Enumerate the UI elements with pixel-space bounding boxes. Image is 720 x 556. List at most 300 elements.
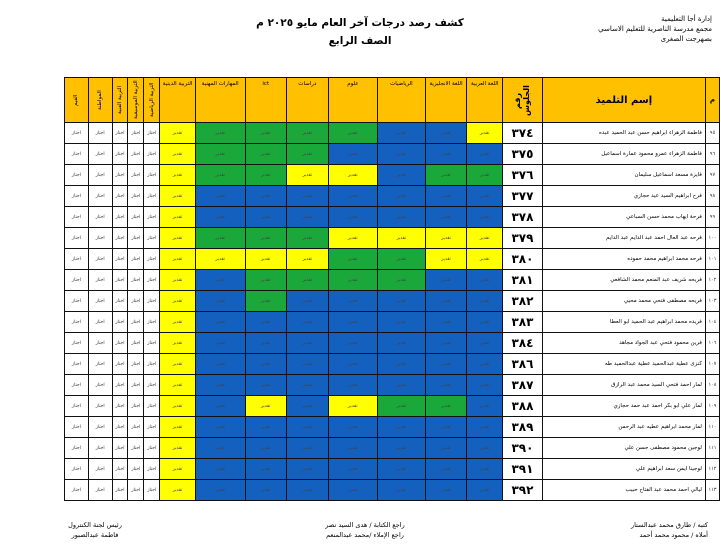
grade-cell: تقدير: [378, 249, 426, 270]
student-name: [542, 207, 705, 228]
grades-table: [64, 77, 720, 501]
grade-cell: تقدير: [425, 207, 467, 228]
seat-number: ٣٨٦: [503, 354, 543, 375]
grade-cell: تقدير: [245, 438, 287, 459]
student-name-text: فرحه عبد العال احمد عبد الدايم عبد الدايم: [606, 235, 702, 241]
extra-subject-result: اجتاز: [88, 186, 112, 207]
grade-cell: تقدير: [287, 123, 329, 144]
grade-cell: تقدير: [378, 375, 426, 396]
grade-cell: تقدير: [195, 354, 245, 375]
grade-cell: تقدير: [425, 417, 467, 438]
subject-header: [287, 78, 329, 123]
extra-subject-result: اجتاز: [112, 270, 128, 291]
grade-cell: تقدير: [328, 249, 377, 270]
admin-line-3: بصهرجت الصغرى: [660, 35, 712, 43]
student-name-header: إسم التلميذ: [542, 78, 705, 123]
grade-cell: تقدير: [160, 186, 196, 207]
extra-subject-result: اجتاز: [144, 333, 160, 354]
seat-number: ٣٨٨: [503, 396, 543, 417]
grade-cell: تقدير: [195, 291, 245, 312]
grade-cell: تقدير: [245, 228, 287, 249]
grade-cell: تقدير: [287, 480, 329, 501]
grade-cell: تقدير: [328, 438, 377, 459]
seat-number: ٣٧٨: [503, 207, 543, 228]
extra-subject-result: اجتاز: [144, 165, 160, 186]
grade-cell: تقدير: [328, 228, 377, 249]
grade-cell: تقدير: [195, 396, 245, 417]
grade-cell: تقدير: [425, 459, 467, 480]
administration-header: [562, 14, 712, 44]
student-name: [542, 228, 705, 249]
extra-subject-result: اجتاز: [128, 459, 144, 480]
grade-cell: تقدير: [328, 123, 377, 144]
table-row: [65, 249, 720, 270]
grade-cell: تقدير: [245, 249, 287, 270]
footer-reviewers: [280, 520, 450, 540]
grade-cell: تقدير: [160, 354, 196, 375]
student-name-text: فريحه شريف عبد المنعم محمد الشافعي: [610, 277, 702, 283]
grade-cell: تقدير: [195, 249, 245, 270]
grade-cell: تقدير: [378, 270, 426, 291]
grade-cell: تقدير: [245, 417, 287, 438]
extra-subject-result: اجتاز: [128, 312, 144, 333]
row-index: ٩٥: [705, 123, 719, 144]
grade-cell: تقدير: [425, 186, 467, 207]
control-head-title: رئيس لجنة الكنترول: [68, 521, 122, 529]
subject-label: المهارات المهنية: [201, 81, 239, 87]
grade-cell: تقدير: [160, 228, 196, 249]
extra-subject-result: اجتاز: [128, 480, 144, 501]
extra-subject-result: اجتاز: [144, 438, 160, 459]
extra-subject-result: اجتاز: [112, 480, 128, 501]
student-name-text: لمار احمد فتحي السيد محمد عبد الرازق: [611, 382, 702, 388]
footer-control-head: [40, 520, 150, 540]
extra-subject-result: اجتاز: [128, 291, 144, 312]
extra-subject-label: التربية الموسيقية: [132, 80, 139, 120]
grade-cell: تقدير: [378, 228, 426, 249]
seat-number: ٣٧٦: [503, 165, 543, 186]
table-row: [65, 207, 720, 228]
seat-number: ٣٩١: [503, 459, 543, 480]
table-row: [65, 459, 720, 480]
grade-cell: تقدير: [425, 249, 467, 270]
grade-cell: تقدير: [160, 480, 196, 501]
extra-subject-result: اجتاز: [128, 228, 144, 249]
grade-cell: تقدير: [467, 165, 503, 186]
student-name: [542, 333, 705, 354]
dictator-signature: أملاه / محمود محمد أحمد: [639, 531, 708, 539]
extra-subject-result: اجتاز: [144, 312, 160, 333]
student-name-text: كنزى عطية عبدالحميد عطية عبدالحميد طه: [604, 361, 702, 367]
grade-cell: تقدير: [245, 459, 287, 480]
seat-number: ٣٨٠: [503, 249, 543, 270]
grade-cell: تقدير: [467, 123, 503, 144]
grade-cell: تقدير: [328, 312, 377, 333]
subject-header: [378, 78, 426, 123]
extra-subject-result: اجتاز: [88, 207, 112, 228]
grade-cell: تقدير: [287, 333, 329, 354]
student-name-text: فاطمة الزهراء ابراهيم حسن عبد الحميد عبده: [598, 130, 702, 136]
grade-cell: تقدير: [425, 312, 467, 333]
extra-subject-result: اجتاز: [88, 438, 112, 459]
grade-cell: تقدير: [160, 165, 196, 186]
grade-cell: تقدير: [195, 438, 245, 459]
grade-cell: تقدير: [467, 480, 503, 501]
extra-subject-result: اجتاز: [65, 417, 89, 438]
grade-cell: تقدير: [245, 375, 287, 396]
seat-number: ٣٧٤: [503, 123, 543, 144]
grade-cell: تقدير: [160, 459, 196, 480]
extra-subject-label: التربية الفنية: [117, 85, 124, 115]
grade-cell: تقدير: [467, 375, 503, 396]
student-name-text: فريده محمد ابراهيم عبد الحميد ابو العطا: [609, 319, 702, 325]
extra-subject-result: اجتاز: [112, 417, 128, 438]
extra-subject-result: اجتاز: [88, 249, 112, 270]
grade-cell: تقدير: [287, 207, 329, 228]
subject-label: اللغة الانجليزية: [429, 81, 463, 87]
row-index: ١٠٣: [705, 291, 719, 312]
extra-subject-result: اجتاز: [112, 144, 128, 165]
extra-subject-result: اجتاز: [144, 270, 160, 291]
grade-cell: تقدير: [425, 144, 467, 165]
seat-number: ٣٧٩: [503, 228, 543, 249]
document-title: كشف رصد درجات آخر العام مايو ٢٠٢٥ م: [256, 17, 464, 29]
grade-cell: تقدير: [467, 438, 503, 459]
subject-header: [425, 78, 467, 123]
student-name-text: فاطمة الزهراء عمرو محمود عمارة اسماعيل: [601, 151, 702, 157]
extra-subject-result: اجتاز: [128, 249, 144, 270]
subject-header: [195, 78, 245, 123]
seat-number: ٣٨٢: [503, 291, 543, 312]
extra-subject-result: اجتاز: [128, 123, 144, 144]
grade-cell: تقدير: [245, 123, 287, 144]
grade-cell: تقدير: [467, 312, 503, 333]
extra-subject-result: اجتاز: [65, 165, 89, 186]
row-index: ١٠٠: [705, 228, 719, 249]
grade-cell: تقدير: [328, 270, 377, 291]
grade-cell: تقدير: [195, 123, 245, 144]
admin-line-2: مجمع مدرسة الناصرية للتعليم الاساسي: [598, 25, 712, 33]
seat-number: ٣٨٣: [503, 312, 543, 333]
grade-cell: تقدير: [195, 186, 245, 207]
student-name-text: فرحة ايهاب محمد حسن السباعي: [626, 214, 702, 220]
extra-subject-result: اجتاز: [112, 207, 128, 228]
subject-label: التربية الدينية: [162, 81, 193, 87]
student-name: [542, 438, 705, 459]
row-index: ٩٩: [705, 207, 719, 228]
extra-subject-result: اجتاز: [88, 480, 112, 501]
grade-cell: تقدير: [425, 333, 467, 354]
extra-subject-result: اجتاز: [112, 312, 128, 333]
table-row: [65, 123, 720, 144]
grade-cell: تقدير: [160, 207, 196, 228]
grade-cell: تقدير: [287, 165, 329, 186]
grade-cell: تقدير: [195, 165, 245, 186]
row-index: ١١٣: [705, 480, 719, 501]
subject-label: اللغة العربية: [471, 81, 499, 87]
grade-cell: تقدير: [467, 186, 503, 207]
grade-cell: تقدير: [378, 165, 426, 186]
grade-cell: تقدير: [195, 459, 245, 480]
grade-cell: تقدير: [160, 312, 196, 333]
grade-cell: تقدير: [195, 375, 245, 396]
extra-subject-result: اجتاز: [88, 123, 112, 144]
seat-number: ٣٧٧: [503, 186, 543, 207]
extra-subject-result: اجتاز: [128, 375, 144, 396]
grade-cell: تقدير: [245, 291, 287, 312]
extra-subject-result: اجتاز: [144, 354, 160, 375]
extra-subject-result: اجتاز: [65, 375, 89, 396]
footer-writers: [548, 520, 708, 540]
grade-cell: تقدير: [245, 186, 287, 207]
grade-cell: تقدير: [160, 123, 196, 144]
grade-cell: تقدير: [467, 354, 503, 375]
grade-cell: تقدير: [287, 291, 329, 312]
student-name-text: فايزة مسعد اسماعيل سليمان: [634, 172, 702, 178]
grade-cell: تقدير: [160, 291, 196, 312]
extra-subject-result: اجتاز: [112, 165, 128, 186]
extra-subject-result: اجتاز: [112, 291, 128, 312]
extra-subject-header: [65, 78, 89, 123]
seat-number: ٣٩٢: [503, 480, 543, 501]
grade-cell: تقدير: [467, 396, 503, 417]
subject-label: علوم: [347, 81, 359, 87]
extra-subject-result: اجتاز: [144, 228, 160, 249]
grade-cell: تقدير: [328, 207, 377, 228]
row-index: ١٠٢: [705, 270, 719, 291]
grade-cell: تقدير: [328, 417, 377, 438]
grade-cell: تقدير: [287, 186, 329, 207]
extra-subject-result: اجتاز: [128, 333, 144, 354]
grade-cell: تقدير: [378, 417, 426, 438]
grade-cell: تقدير: [425, 270, 467, 291]
grade-cell: تقدير: [467, 459, 503, 480]
extra-subject-result: اجتاز: [144, 291, 160, 312]
extra-subject-result: اجتاز: [112, 228, 128, 249]
extra-subject-result: اجتاز: [88, 417, 112, 438]
student-name: [542, 123, 705, 144]
extra-subject-result: اجتاز: [65, 207, 89, 228]
extra-subject-result: اجتاز: [128, 396, 144, 417]
extra-subject-result: اجتاز: [88, 333, 112, 354]
grade-cell: تقدير: [328, 459, 377, 480]
table-row: [65, 186, 720, 207]
dictation-review-signature: راجع الإملاء /محمد عبدالمنعم: [326, 531, 404, 539]
grade-cell: تقدير: [425, 375, 467, 396]
grade-cell: تقدير: [287, 375, 329, 396]
extra-subject-result: اجتاز: [144, 480, 160, 501]
table-row: [65, 270, 720, 291]
grade-cell: تقدير: [160, 396, 196, 417]
subject-header: [467, 78, 503, 123]
grade-cell: تقدير: [467, 144, 503, 165]
grade-cell: تقدير: [195, 228, 245, 249]
extra-subject-result: اجتاز: [128, 207, 144, 228]
student-name: [542, 270, 705, 291]
grade-cell: تقدير: [378, 396, 426, 417]
grade-cell: تقدير: [328, 480, 377, 501]
control-head-name: فاطمة عبدالصبور: [71, 531, 119, 539]
extra-subject-result: اجتاز: [128, 270, 144, 291]
extra-subject-result: اجتاز: [88, 270, 112, 291]
grade-cell: تقدير: [328, 354, 377, 375]
student-name: [542, 312, 705, 333]
grade-cell: تقدير: [425, 165, 467, 186]
student-name: [542, 291, 705, 312]
grade-cell: تقدير: [160, 270, 196, 291]
extra-subject-result: اجتاز: [128, 144, 144, 165]
grade-cell: تقدير: [467, 417, 503, 438]
student-name-text: لمار علي ابو بكر احمد عبد حمد حجازي: [613, 403, 702, 409]
grade-cell: تقدير: [195, 270, 245, 291]
table-row: [65, 480, 720, 501]
subject-label: ict: [262, 81, 270, 87]
extra-subject-result: اجتاز: [128, 417, 144, 438]
extra-subject-result: اجتاز: [144, 417, 160, 438]
table-row: [65, 417, 720, 438]
grade-cell: تقدير: [160, 375, 196, 396]
extra-subject-result: اجتاز: [112, 375, 128, 396]
extra-subject-result: اجتاز: [128, 186, 144, 207]
grade-cell: تقدير: [287, 396, 329, 417]
grade-cell: تقدير: [287, 354, 329, 375]
student-name-text: فرين محمود فتحي عبد الجواد مجاهد: [619, 340, 702, 346]
extra-subject-result: اجتاز: [65, 186, 89, 207]
extra-subject-result: اجتاز: [112, 123, 128, 144]
extra-subject-result: اجتاز: [144, 459, 160, 480]
extra-subject-result: اجتاز: [65, 144, 89, 165]
extra-subject-result: اجتاز: [88, 291, 112, 312]
student-name: [542, 186, 705, 207]
row-index: ١١٢: [705, 459, 719, 480]
extra-subject-result: اجتاز: [88, 165, 112, 186]
extra-subject-label: القيم: [73, 94, 80, 106]
grade-cell: تقدير: [160, 249, 196, 270]
grade-cell: تقدير: [467, 207, 503, 228]
seat-number: ٣٩٠: [503, 438, 543, 459]
document-subtitle: الصف الرابع: [328, 35, 392, 47]
grade-cell: تقدير: [245, 270, 287, 291]
row-index: ١٠١: [705, 249, 719, 270]
student-name-text: فرحه محمد ابراهيم محمد حموده: [627, 256, 702, 262]
grade-cell: تقدير: [328, 291, 377, 312]
extra-subject-result: اجتاز: [65, 354, 89, 375]
grade-cell: تقدير: [287, 417, 329, 438]
row-index: ١١١: [705, 438, 719, 459]
table-row: [65, 291, 720, 312]
table-row: [65, 333, 720, 354]
subject-label: الرياضيات: [390, 81, 413, 87]
seat-number-label: رقم الجلوس: [513, 85, 532, 117]
extra-subject-result: اجتاز: [112, 249, 128, 270]
grade-cell: تقدير: [328, 186, 377, 207]
grade-cell: تقدير: [160, 144, 196, 165]
admin-line-1: إدارة أجا التعليمية: [661, 15, 712, 23]
extra-subject-result: اجتاز: [144, 249, 160, 270]
index-header: م: [705, 78, 719, 123]
extra-subject-result: اجتاز: [65, 459, 89, 480]
grade-cell: تقدير: [467, 228, 503, 249]
grade-cell: تقدير: [328, 396, 377, 417]
extra-subject-header: [112, 78, 128, 123]
subject-header: [245, 78, 287, 123]
extra-subject-result: اجتاز: [65, 123, 89, 144]
table-row: [65, 312, 720, 333]
grade-cell: تقدير: [195, 207, 245, 228]
grade-cell: تقدير: [287, 144, 329, 165]
table-header-row: [65, 78, 720, 123]
table-row: [65, 396, 720, 417]
row-index: ٩٧: [705, 165, 719, 186]
extra-subject-result: اجتاز: [128, 165, 144, 186]
table-row: [65, 375, 720, 396]
grade-cell: تقدير: [378, 144, 426, 165]
student-name: [542, 396, 705, 417]
extra-subject-result: اجتاز: [144, 123, 160, 144]
extra-subject-result: اجتاز: [65, 249, 89, 270]
grade-cell: تقدير: [425, 354, 467, 375]
extra-subject-result: اجتاز: [65, 270, 89, 291]
extra-subject-result: اجتاز: [65, 291, 89, 312]
grade-cell: تقدير: [245, 480, 287, 501]
grade-cell: تقدير: [245, 165, 287, 186]
extra-subject-result: اجتاز: [144, 186, 160, 207]
student-name: [542, 144, 705, 165]
grade-cell: تقدير: [425, 396, 467, 417]
row-index: ١٠٤: [705, 312, 719, 333]
student-name-text: ليالي احمد محمد عبد الفتاح حبيب: [625, 487, 702, 493]
grade-cell: تقدير: [378, 312, 426, 333]
table-row: [65, 354, 720, 375]
subject-header: [328, 78, 377, 123]
row-index: ١٠٧: [705, 354, 719, 375]
grade-cell: تقدير: [287, 438, 329, 459]
row-index: ٩٦: [705, 144, 719, 165]
table-row: [65, 144, 720, 165]
grade-cell: تقدير: [245, 333, 287, 354]
extra-subject-result: اجتاز: [112, 396, 128, 417]
grade-cell: تقدير: [328, 144, 377, 165]
student-name: [542, 480, 705, 501]
extra-subject-result: اجتاز: [144, 207, 160, 228]
student-name: [542, 459, 705, 480]
writing-review-signature: راجع الكتابة / هدى السيد نصر: [325, 521, 405, 529]
extra-subject-result: اجتاز: [128, 354, 144, 375]
extra-subject-result: اجتاز: [88, 228, 112, 249]
grade-cell: تقدير: [195, 144, 245, 165]
extra-subject-result: اجتاز: [88, 375, 112, 396]
extra-subject-result: اجتاز: [88, 354, 112, 375]
grade-cell: تقدير: [425, 123, 467, 144]
grade-cell: تقدير: [195, 312, 245, 333]
table-row: [65, 438, 720, 459]
seat-number: ٣٨٩: [503, 417, 543, 438]
seat-number: ٣٨١: [503, 270, 543, 291]
grade-cell: تقدير: [378, 459, 426, 480]
grade-cell: تقدير: [378, 438, 426, 459]
extra-subject-result: اجتاز: [112, 354, 128, 375]
grade-cell: تقدير: [287, 249, 329, 270]
grade-cell: تقدير: [467, 333, 503, 354]
grade-cell: تقدير: [287, 270, 329, 291]
extra-subject-result: اجتاز: [112, 186, 128, 207]
grade-cell: تقدير: [425, 438, 467, 459]
grade-cell: تقدير: [425, 480, 467, 501]
grade-cell: تقدير: [378, 480, 426, 501]
extra-subject-result: اجتاز: [65, 438, 89, 459]
extra-subject-result: اجتاز: [65, 396, 89, 417]
grade-cell: تقدير: [328, 165, 377, 186]
